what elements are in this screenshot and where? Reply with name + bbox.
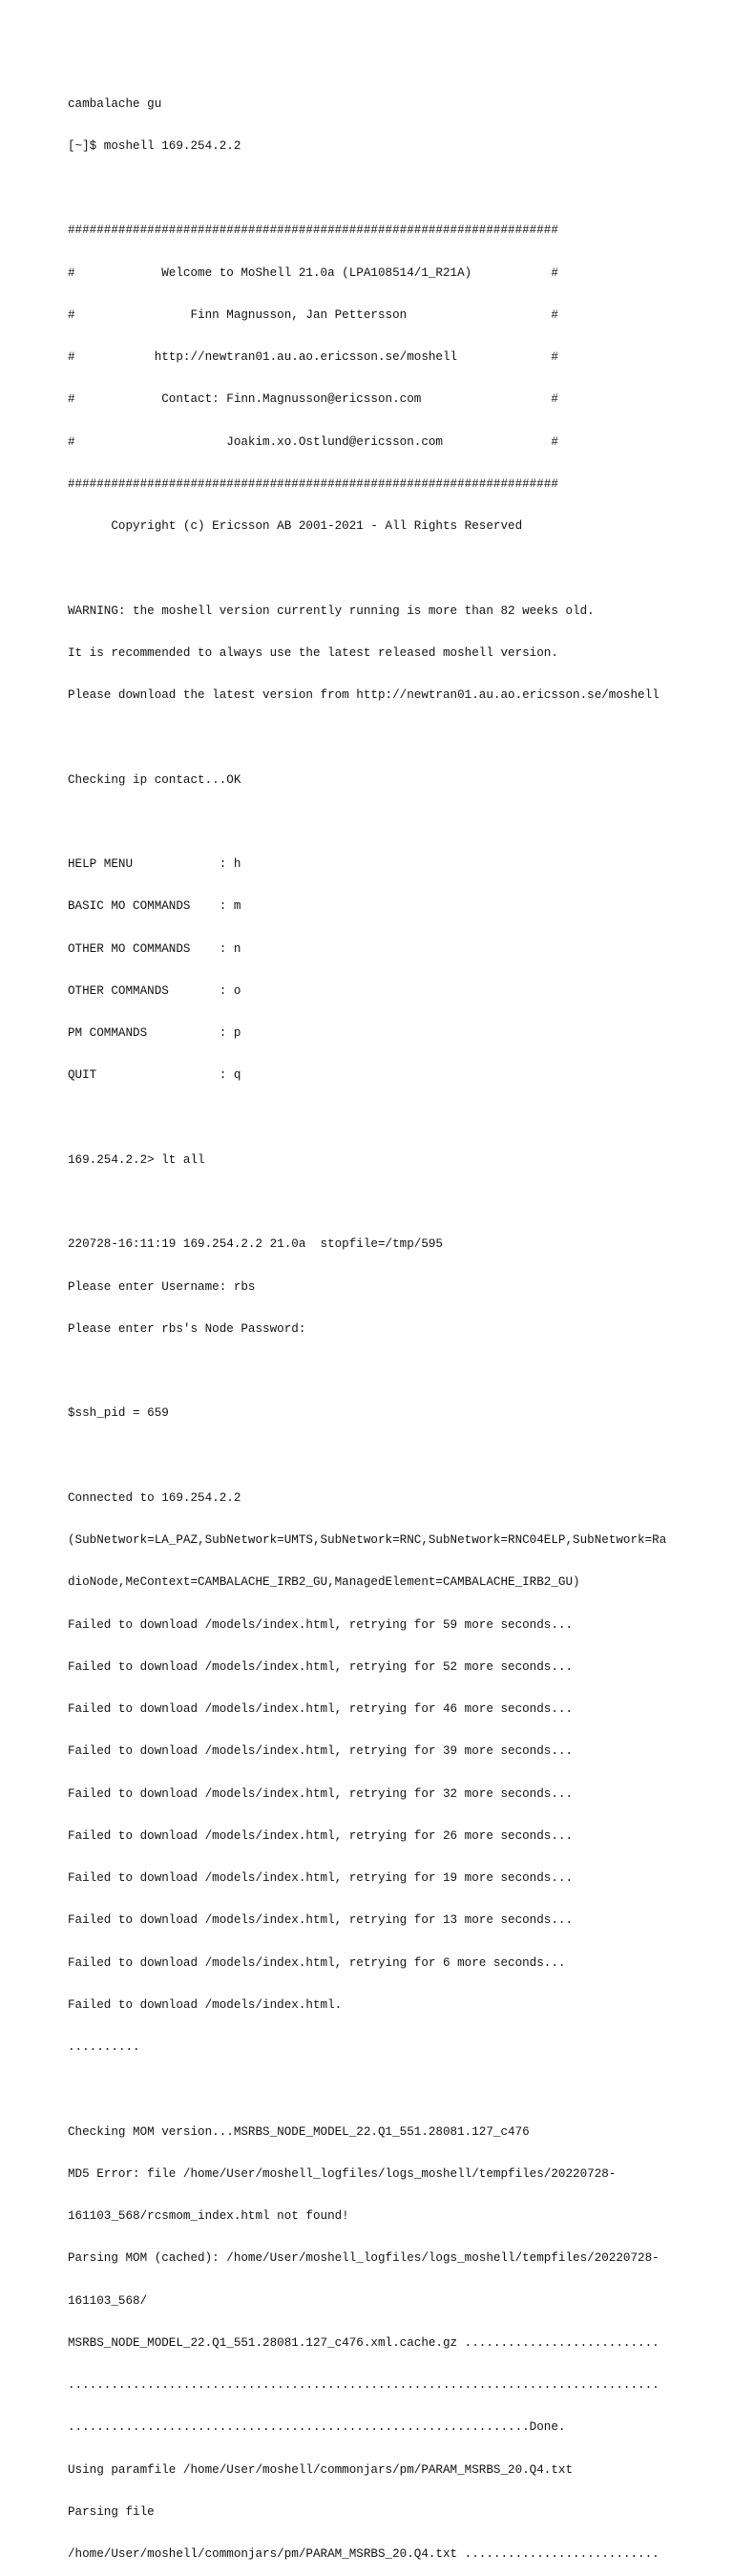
error-line: Failed to download /models/index.html, retrying for 59 more seconds... [68, 1617, 574, 1632]
banner-line: # Contact: Finn.Magnusson@ericsson.com # [68, 392, 558, 407]
terminal-line: [~]$ moshell 169.254.2.2 [68, 138, 241, 153]
banner-line: # Welcome to MoShell 21.0a (LPA108514/1_R21A) # [68, 265, 558, 280]
error-line: Failed to download /models/index.html, retrying for 52 more seconds... [68, 1659, 574, 1674]
terminal-line [68, 1364, 726, 1379]
terminal-line [68, 1111, 726, 1126]
terminal-line: (SubNetwork=LA_PAZ,SubNetwork=UMTS,SubNetwork=RNC,SubNetwork=RNC04ELP,SubNetwork=Ra [68, 1533, 667, 1547]
terminal-line: Parsing MOM (cached): /home/User/moshell_logfiles/logs_moshell/tempfiles/20220728- [68, 2251, 660, 2266]
menu-line: OTHER COMMANDS : o [68, 983, 241, 998]
menu-line: OTHER MO COMMANDS : n [68, 941, 241, 956]
terminal-line: .................................................................................. [68, 2378, 660, 2392]
terminal-line: MSRBS_NODE_MODEL_22.Q1_551.28081.127_c476.xml.cache.gz ........................... [68, 2335, 660, 2350]
terminal-line: Checking MOM version...MSRBS_NODE_MODEL_22.Q1_551.28081.127_c476 [68, 2124, 530, 2139]
error-line: Failed to download /models/index.html, retrying for 19 more seconds... [68, 1871, 574, 1885]
terminal-output[interactable] [68, 69, 726, 2576]
terminal-line: ................................................................Done. [68, 2420, 566, 2435]
banner-line: # Joakim.xo.Ostlund@ericsson.com # [68, 434, 558, 449]
terminal-line: Checking ip contact...OK [68, 772, 241, 787]
terminal-line: MD5 Error: file /home/User/moshell_logfiles/logs_moshell/tempfiles/20220728- [68, 2166, 617, 2181]
terminal-line: 220728-16:11:19 169.254.2.2 21.0a stopfile=/tmp/595 [68, 1237, 443, 1252]
error-line: Failed to download /models/index.html, retrying for 13 more seconds... [68, 1913, 574, 1928]
terminal-line: .......... [68, 2040, 140, 2054]
warning-line: WARNING: the moshell version currently running is more than 82 weeks old. [68, 603, 595, 618]
error-line: Failed to download /models/index.html, retrying for 46 more seconds... [68, 1702, 574, 1716]
error-line: Failed to download /models/index.html, retrying for 6 more seconds... [68, 1955, 566, 1970]
terminal-line [68, 730, 726, 745]
copyright-line: Copyright (c) Ericsson AB 2001-2021 - All Rights Reserved [68, 519, 523, 533]
menu-line: HELP MENU : h [68, 857, 241, 871]
warning-line: Please download the latest version from http://newtran01.au.ao.ericsson.se/moshell [68, 688, 660, 702]
terminal-line: Parsing file [68, 2504, 155, 2519]
terminal-line: $ssh_pid = 659 [68, 1406, 169, 1421]
terminal-line: Please enter rbs's Node Password: [68, 1321, 306, 1336]
terminal-line [68, 815, 726, 830]
terminal-line [68, 561, 726, 576]
error-line: Failed to download /models/index.html, retrying for 26 more seconds... [68, 1828, 574, 1843]
menu-line: PM COMMANDS : p [68, 1026, 241, 1040]
terminal-line: /home/User/moshell/commonjars/pm/PARAM_MSRBS_20.Q4.txt ........................... [68, 2547, 660, 2561]
terminal-line: 161103_568/ [68, 2293, 148, 2308]
terminal-line: 161103_568/rcsmom_index.html not found! [68, 2209, 349, 2223]
banner-line: #################################################################### [68, 223, 558, 238]
terminal-line [68, 1195, 726, 1210]
banner-line: # http://newtran01.au.ao.ericsson.se/moshell # [68, 350, 558, 364]
error-line: Failed to download /models/index.html. [68, 1997, 343, 2012]
warning-line: It is recommended to always use the latest released moshell version. [68, 645, 558, 660]
terminal-line: dioNode,MeContext=CAMBALACHE_IRB2_GU,ManagedElement=CAMBALACHE_IRB2_GU) [68, 1575, 580, 1590]
banner-line: #################################################################### [68, 476, 558, 491]
error-line: Failed to download /models/index.html, retrying for 32 more seconds... [68, 1786, 574, 1801]
menu-line: QUIT : q [68, 1068, 241, 1083]
terminal-line: Connected to 169.254.2.2 [68, 1490, 241, 1505]
terminal-line: Please enter Username: rbs [68, 1279, 256, 1294]
terminal-line [68, 181, 726, 196]
banner-line: # Finn Magnusson, Jan Pettersson # [68, 307, 558, 322]
menu-line: BASIC MO COMMANDS : m [68, 899, 241, 914]
prompt-line: 169.254.2.2> lt all [68, 1152, 205, 1167]
terminal-line [68, 1449, 726, 1464]
error-line: Failed to download /models/index.html, retrying for 39 more seconds... [68, 1744, 574, 1759]
terminal-line: cambalache gu [68, 96, 162, 111]
terminal-line [68, 2082, 726, 2097]
terminal-line: Using paramfile /home/User/moshell/commonjars/pm/PARAM_MSRBS_20.Q4.txt [68, 2462, 574, 2477]
